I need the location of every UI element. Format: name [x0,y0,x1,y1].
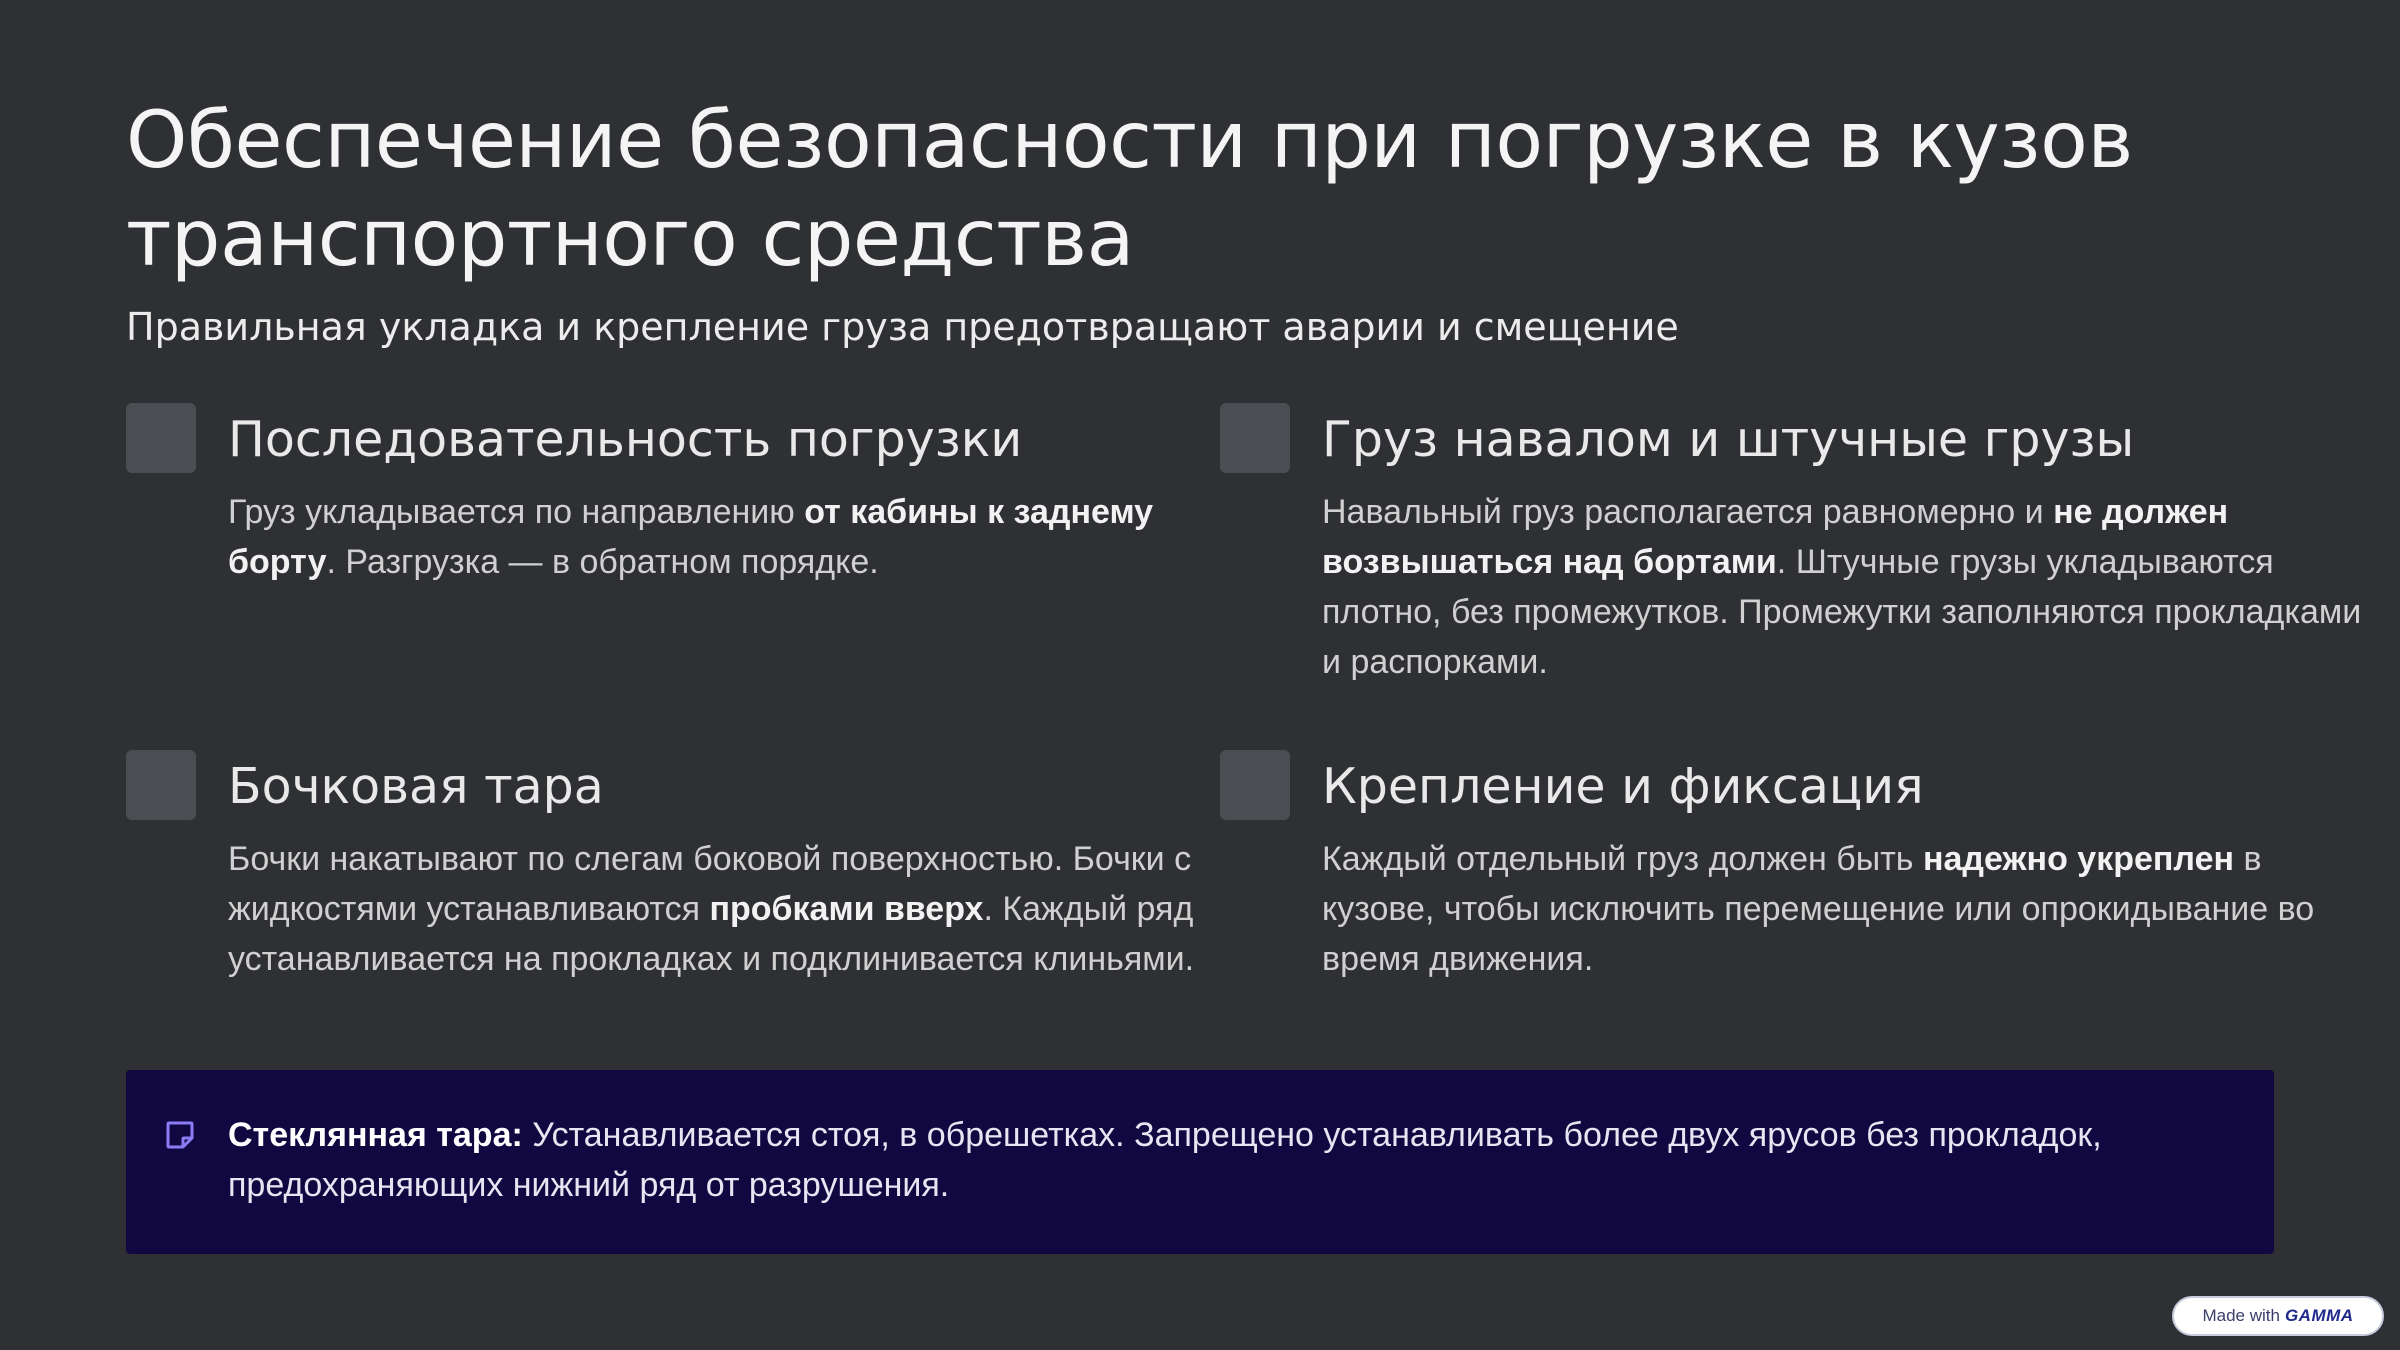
card-text [1322,834,2382,984]
emphasis-text: пробками вверх [709,890,984,928]
card-title: Бочковая тара [228,758,604,815]
badge-prefix: Made with [2202,1306,2280,1325]
callout-body: Устанавливается стоя, в обрешетках. Запрещено устанавливать более двух ярусов без прокладок, предохраняющих нижний ряд от разрушения. [228,1116,2102,1204]
callout-label: Стеклянная тара: [228,1116,523,1154]
card-title: Последовательность погрузки [228,411,1023,468]
card-title: Крепление и фиксация [1322,758,1924,815]
card-text [228,487,1228,587]
body-text: . Каждый ряд устанавливается на прокладках и подклинивается клиньями. [228,890,1195,978]
callout-glass-containers [126,1070,2274,1254]
placeholder-icon [126,403,196,473]
card-text [228,834,1228,984]
emphasis-text: от кабины к заднему борту [228,493,1154,581]
gamma-logo: GAMMA [2284,1306,2354,1325]
emphasis-text: не должен возвышаться над бортами [1322,493,2229,581]
made-with-gamma-badge[interactable] [2172,1296,2384,1336]
placeholder-icon [1220,403,1290,473]
body-text: Навальный груз располагается равномерно и [1322,493,2054,531]
placeholder-icon [126,750,196,820]
card-text [1322,487,2382,687]
slide-title: Обеспечение безопасности при погрузке в кузов транспортного средства [126,96,2133,284]
slide-subtitle: Правильная укладка и крепление груза предотвращают аварии и смещение [126,305,1679,349]
body-text: в кузове, чтобы исключить перемещение или опрокидывание во время движения. [1322,840,2315,978]
body-text: . Разгрузка — в обратном порядке. [326,543,879,581]
body-text: Груз укладывается по направлению [228,493,805,531]
callout-text [228,1110,2228,1210]
placeholder-icon [1220,750,1290,820]
body-text: Каждый отдельный груз должен быть [1322,840,1923,878]
emphasis-text: надежно укреплен [1922,840,2235,878]
body-text: Бочки накатывают по слегам боковой поверхностью. Бочки с жидкостями устанавливаются [228,840,1192,928]
body-text: . Штучные грузы укладываются плотно, без промежутков. Промежутки заполняются прокладками и распорками. [1322,543,2362,681]
note-icon [164,1119,196,1151]
card-title: Груз навалом и штучные грузы [1322,411,2135,468]
